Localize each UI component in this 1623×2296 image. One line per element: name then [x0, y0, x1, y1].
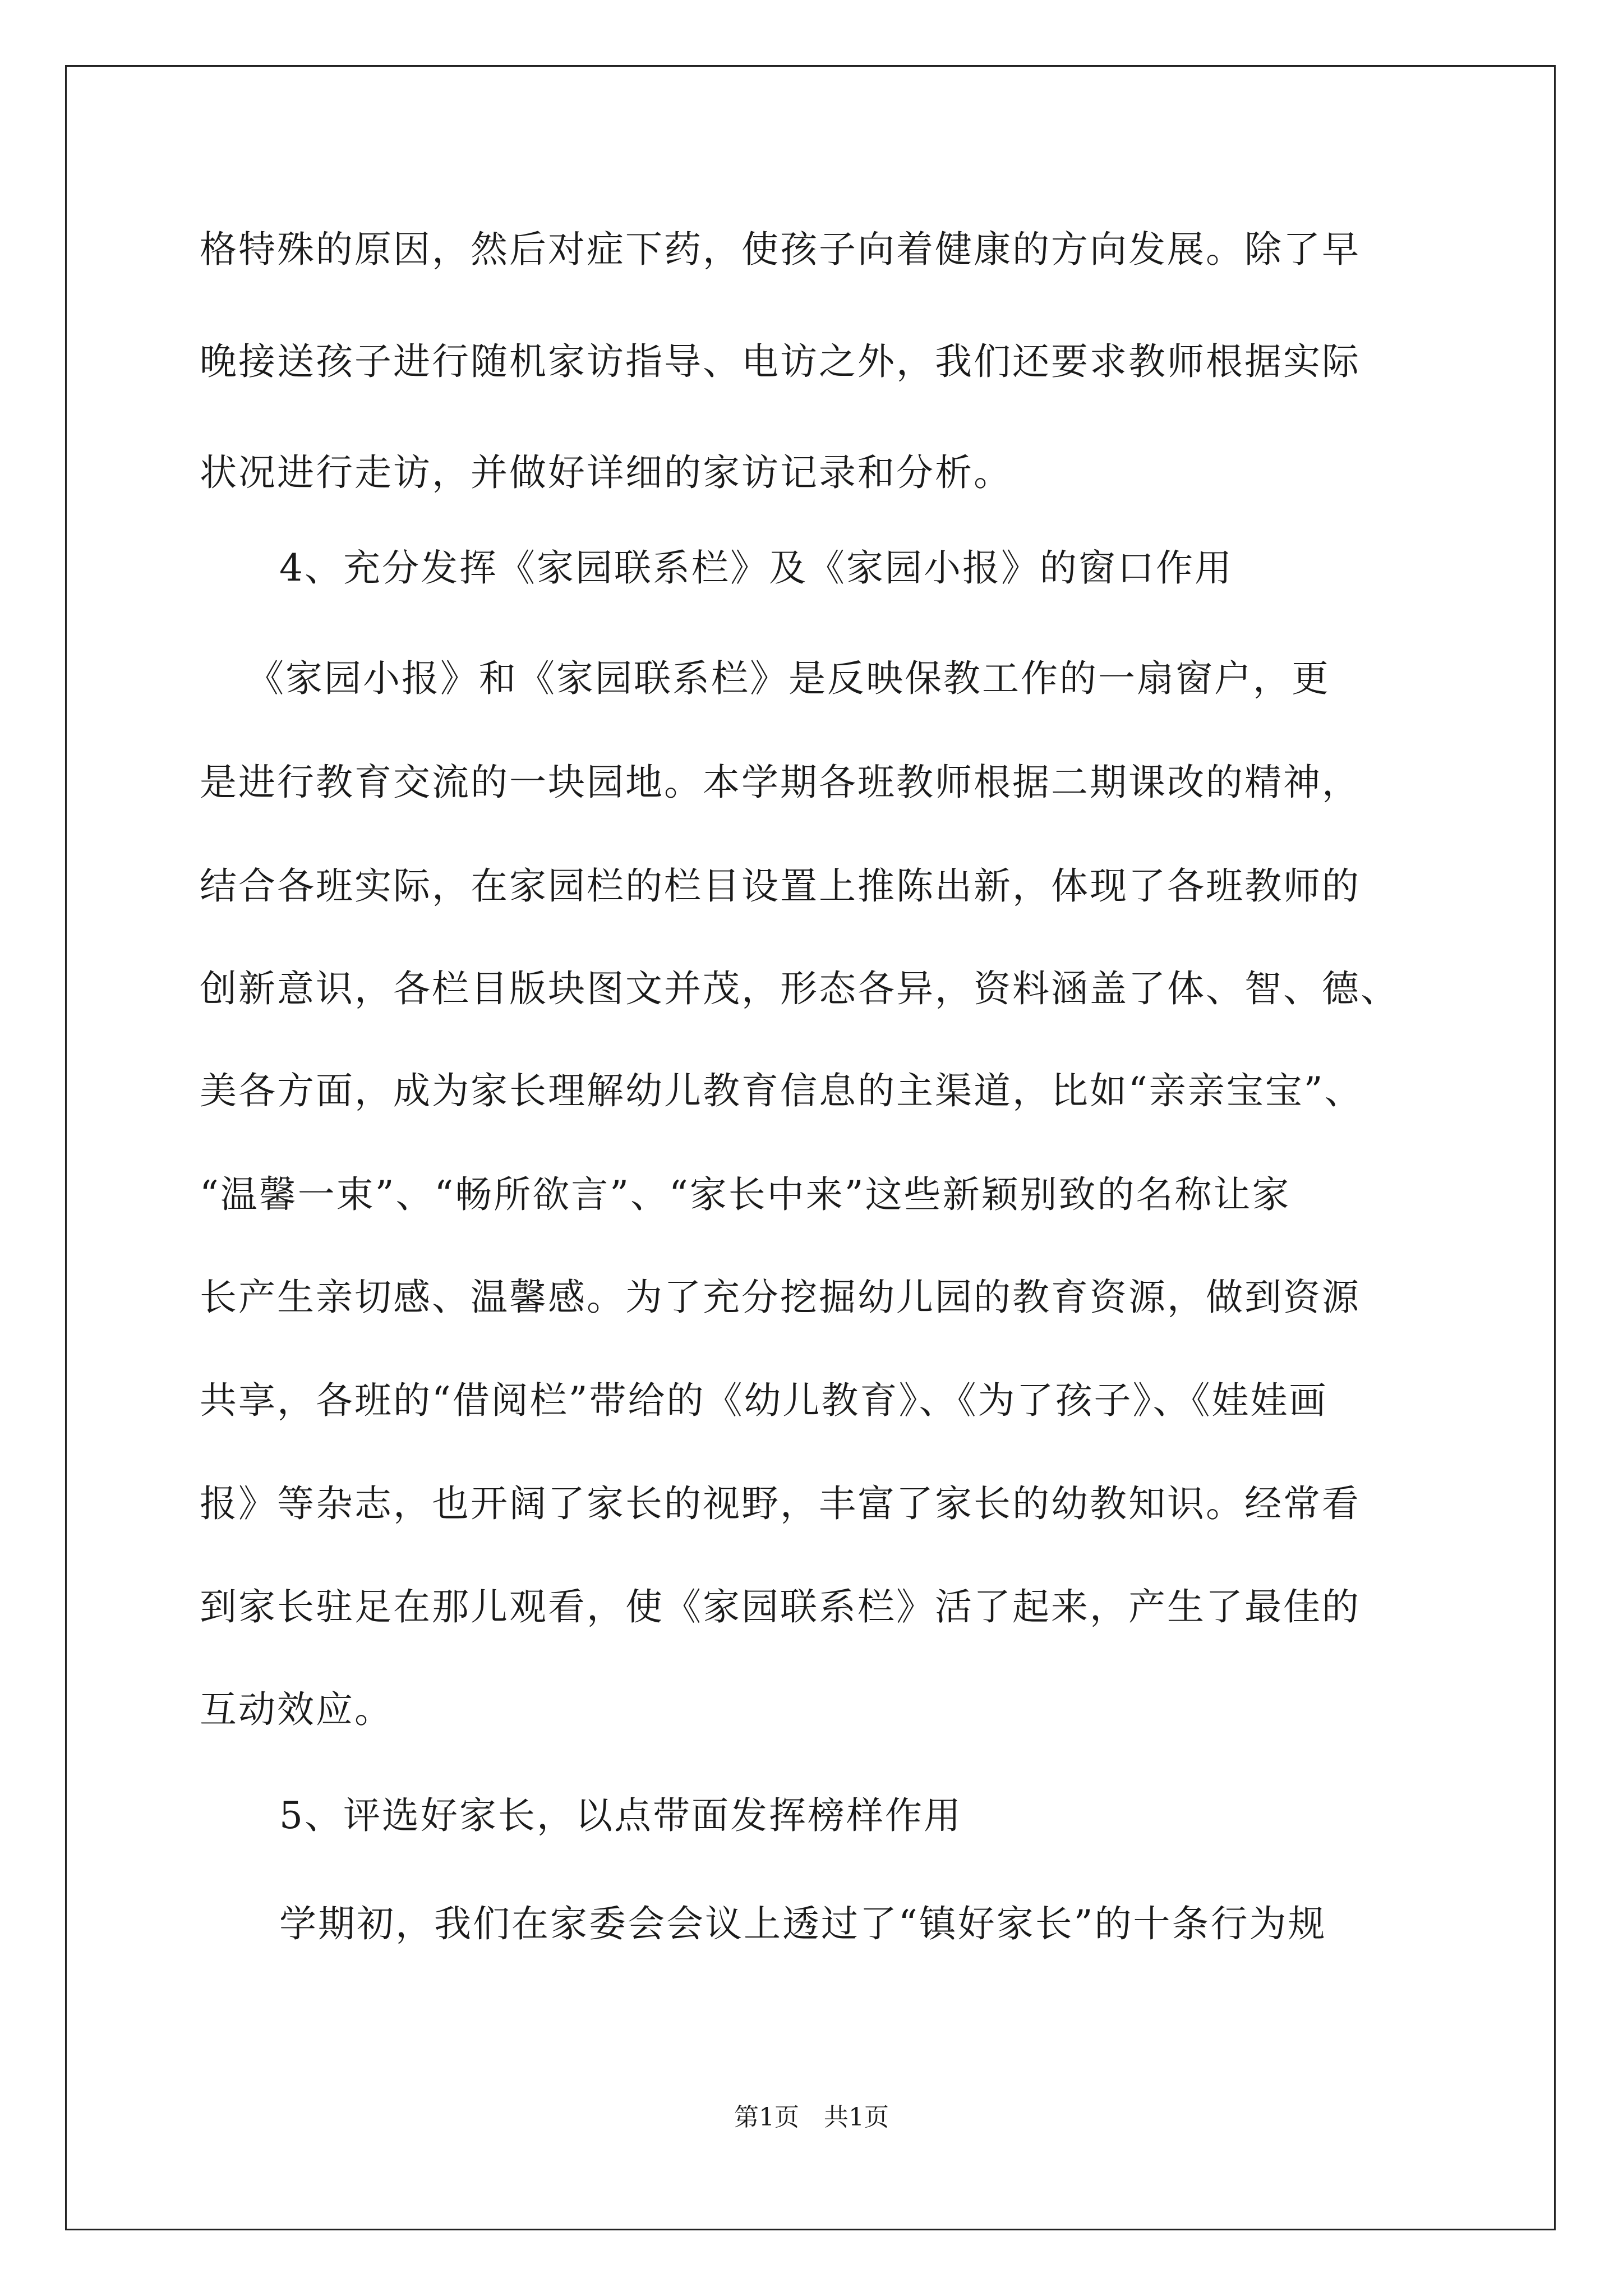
- text-line: 到家长驻足在那儿观看，使《家园联系栏》活了起来，产生了最佳的: [200, 1585, 1361, 1628]
- text-line: 状况进行走访，并做好详细的家访记录和分析。: [200, 451, 1012, 494]
- text-line: 学期初，我们在家委会会议上透过了“镇好家长”的十条行为规: [279, 1902, 1327, 1945]
- page-footer: 第1页 共1页: [734, 2103, 889, 2132]
- text-line: 是进行教育交流的一块园地。本学期各班教师根据二期课改的精神，: [200, 761, 1361, 804]
- text-line: 晚接送孩子进行随机家访指导、电访之外，我们还要求教师根据实际: [200, 340, 1361, 383]
- text-line: 互动效应。: [200, 1688, 393, 1731]
- text-line: 报》等杂志，也开阔了家长的视野，丰富了家长的幼教知识。经常看: [200, 1482, 1361, 1525]
- text-line: “温馨一束”、“畅所欲言”、“家长中来”这些新颖别致的名称让家: [200, 1173, 1291, 1216]
- text-line: 长产生亲切感、温馨感。为了充分挖掘幼儿园的教育资源，做到资源: [200, 1276, 1361, 1319]
- section-heading: 4、充分发挥《家园联系栏》及《家园小报》的窗口作用: [279, 546, 1233, 590]
- text-line: 创新意识，各栏目版块图文并茂，形态各异，资料涵盖了体、智、德、: [200, 967, 1399, 1010]
- text-line: 格特殊的原因，然后对症下药，使孩子向着健康的方向发展。除了早: [200, 228, 1361, 271]
- section-heading: 5、评选好家长，以点带面发挥榜样作用: [279, 1794, 962, 1837]
- text-line: 结合各班实际，在家园栏的栏目设置上推陈出新，体现了各班教师的: [200, 864, 1361, 908]
- text-line: 《家园小报》和《家园联系栏》是反映保教工作的一扇窗户，更: [247, 657, 1330, 700]
- text-line: 美各方面，成为家长理解幼儿教育信息的主渠道，比如“亲亲宝宝”、: [200, 1069, 1363, 1112]
- text-line: 共享，各班的“借阅栏”带给的《幼儿教育》、《为了孩子》、《娃娃画: [200, 1379, 1328, 1422]
